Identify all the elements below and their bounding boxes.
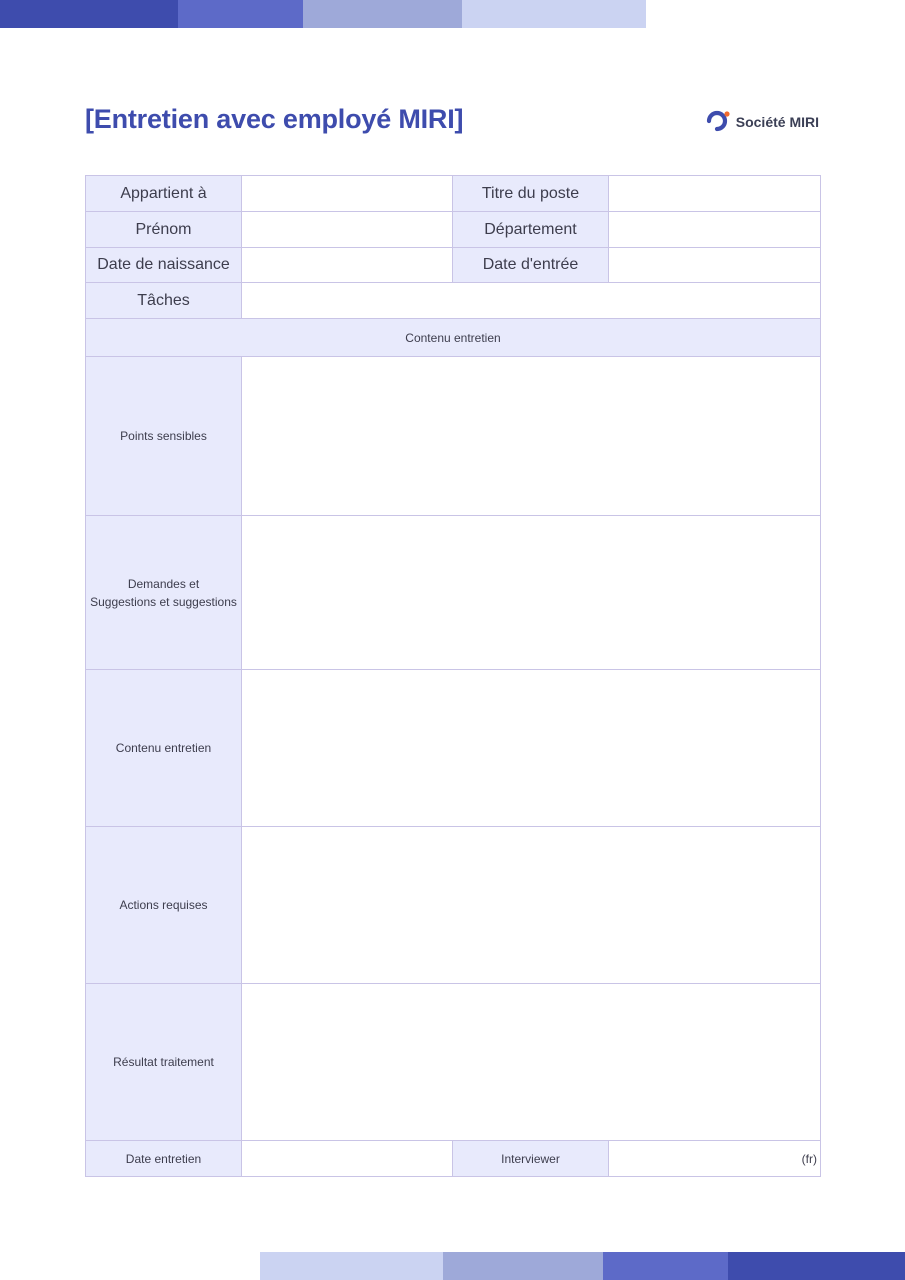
info-row [86,212,821,248]
section-row [86,357,821,516]
bottom-bar-segment-4 [728,1252,905,1280]
section-row [86,516,821,670]
label-interviewer: Interviewer [453,1141,609,1177]
field-sensitive-points[interactable] [242,357,821,516]
page-title: [Entretien avec employé MIRI] [85,104,464,134]
company-logo [706,110,819,134]
label-requests-line-2: Suggestions et suggestions [90,594,237,609]
label-entry-date: Date d'entrée [453,248,609,283]
company-name: Société MIRI [735,114,819,130]
field-interview-content[interactable] [242,670,821,827]
section-header-row [86,319,821,357]
footer-row [86,1141,821,1177]
label-department: Département [453,212,609,248]
field-requests-suggestions[interactable] [242,516,821,670]
label-tasks: Tâches [86,283,242,319]
label-first-name: Prénom [86,212,242,248]
field-required-actions[interactable] [242,827,821,984]
field-entry-date[interactable] [609,248,821,283]
label-interview-content: Contenu entretien [86,670,242,827]
field-processing-result[interactable] [242,984,821,1141]
label-job-title: Titre du poste [453,176,609,212]
top-bar-segment-3 [303,0,462,28]
interview-form [85,175,821,1177]
section-row [86,827,821,984]
label-required-actions: Actions requises [86,827,242,984]
label-sensitive-points: Points sensibles [86,357,242,516]
field-first-name[interactable] [242,212,453,248]
field-birth-date[interactable] [242,248,453,283]
label-requests-line-1: Demandes et [127,576,200,591]
top-bar-segment-1 [0,0,178,28]
info-row [86,248,821,283]
label-processing-result: Résultat traitement [86,984,242,1141]
label-belongs-to: Appartient à [86,176,242,212]
field-interview-date[interactable] [242,1141,453,1177]
bottom-bar-segment-3 [603,1252,728,1280]
label-interview-date: Date entretien [86,1141,242,1177]
section-row [86,984,821,1141]
field-belongs-to[interactable] [242,176,453,212]
bottom-bar-segment-1 [260,1252,443,1280]
bottom-bar-segment-2 [443,1252,603,1280]
field-interviewer[interactable] [609,1141,821,1177]
info-row [86,176,821,212]
tasks-row [86,283,821,319]
top-bar-segment-4 [462,0,646,28]
section-row [86,670,821,827]
interviewer-value: (fr) [801,1151,817,1166]
section-header: Contenu entretien [86,319,821,357]
field-job-title[interactable] [609,176,821,212]
label-requests-suggestions [86,516,242,670]
label-birth-date: Date de naissance [86,248,242,283]
field-department[interactable] [609,212,821,248]
company-logo-icon [706,110,730,134]
field-tasks[interactable] [242,283,821,319]
top-bar-segment-2 [178,0,303,28]
